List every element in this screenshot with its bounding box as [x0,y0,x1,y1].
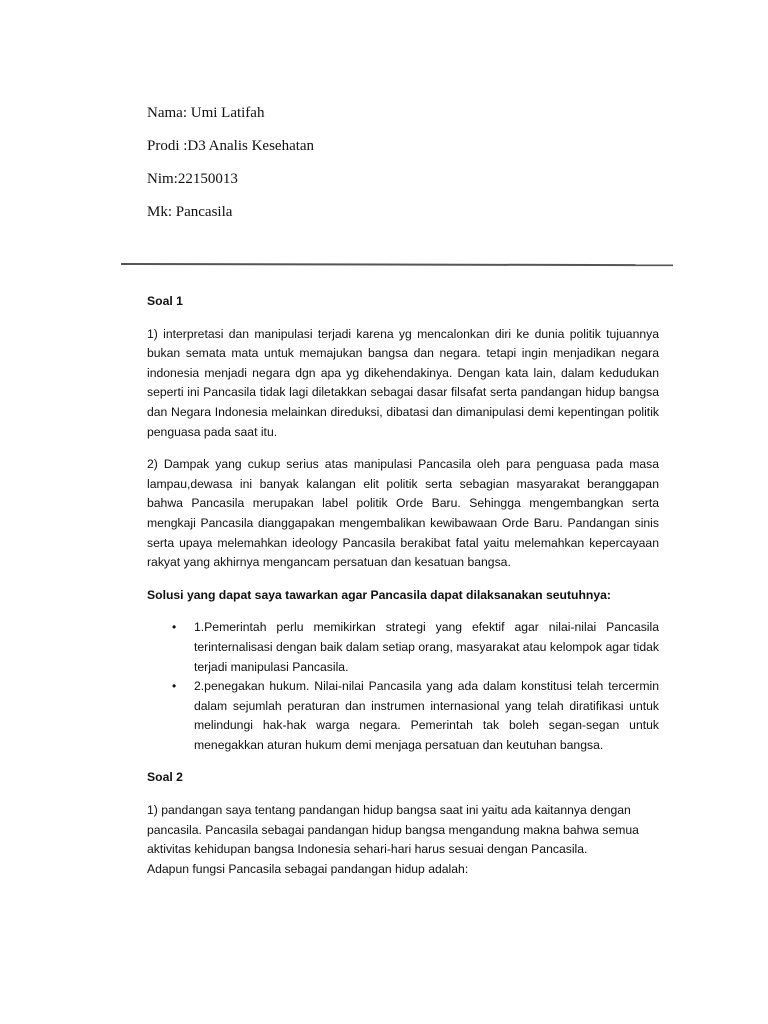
list-item [172,677,659,755]
list-item-text: 1.Pemerintah perlu memikirkan strategi yang efektif agar nilai-nilai Pancasila terinternalisasi dengan baik dalam setiap orang, masyarakat atau kelompok agar tidak terjadi manipulasi Pancasila. [194,620,659,674]
bullet-icon: • [172,620,177,635]
soal-2-heading: Soal 2 [147,770,183,785]
solusi-list [147,618,659,755]
bullet-icon: • [172,679,177,694]
solusi-heading: Solusi yang dapat saya tawarkan agar Pancasila dapat dilaksanakan seutuhnya: [147,587,611,602]
student-header [147,103,314,235]
soal-2-answer-1: 1) pandangan saya tentang pandangan hidup bangsa saat ini yaitu ada kaitannya dengan pancasila. Pancasila sebagai pandangan hidup bangsa mengandung makna bahwa semua aktivitas kehidupan bangsa Indonesia sehari-hari harus sesuai dengan Pancasila. [147,803,639,857]
course-name: Mk: Pancasila [147,204,233,220]
student-id: Nim:22150013 [147,171,238,187]
student-name: Nama: Umi Latifah [147,105,265,121]
study-program: Prodi :D3 Analis Kesehatan [147,138,315,154]
horizontal-divider [121,263,673,266]
soal-2-answer-2: Adapun fungsi Pancasila sebagai pandangan hidup adalah: [147,861,469,876]
list-item-text: 2.penegakan hukum. Nilai-nilai Pancasila yang ada dalam konstitusi telah tercermin dalam sejumlah peraturan dan instrumen internasional yang telah diratifikasi untuk melindungi hak-hak warga negara. Pemerintah tak boleh segan-segan untuk menegakkan aturan hukum demi menjaga persatuan dan keutuhan bangsa. [194,679,659,752]
list-item [172,618,659,677]
answer-body [147,292,659,879]
soal-1-answer-1: 1) interpretasi dan manipulasi terjadi karena yg mencalonkan diri ke dunia politik tujuannya bukan semata mata untuk memajukan bangsa dan negara. tetapi ingin menjadikan negara indonesia menjadi negara dgn apa yg dikehendakinya. Dengan kata lain, dalam kedudukan seperti ini Pancasila tidak lagi diletakkan sebagai dasar filsafat serta pandangan hidup bangsa dan Negara Indonesia melainkan direduksi, dibatasi dan dimanipulasi demi kepentingan politik penguasa pada saat itu. [147,326,659,439]
soal-1-heading: Soal 1 [147,294,183,308]
soal-1-answer-2: 2) Dampak yang cukup serius atas manipulasi Pancasila oleh para penguasa pada masa lampau,dewasa ini banyak kalangan elit politik serta sebagian masyarakat beranggapan bahwa Pancasila merupakan label politik Orde Baru. Sehingga mengembangkan serta mengkaji Pancasila dianggapakan mengembalikan kewibawaan Orde Baru. Pandangan sinis serta upaya melemahkan ideology Pancasila berakibat fatal yaitu melemahkan kepercayaan rakyat yang akhirnya mengancam persatuan dan kesatuan bangsa. [147,457,659,570]
